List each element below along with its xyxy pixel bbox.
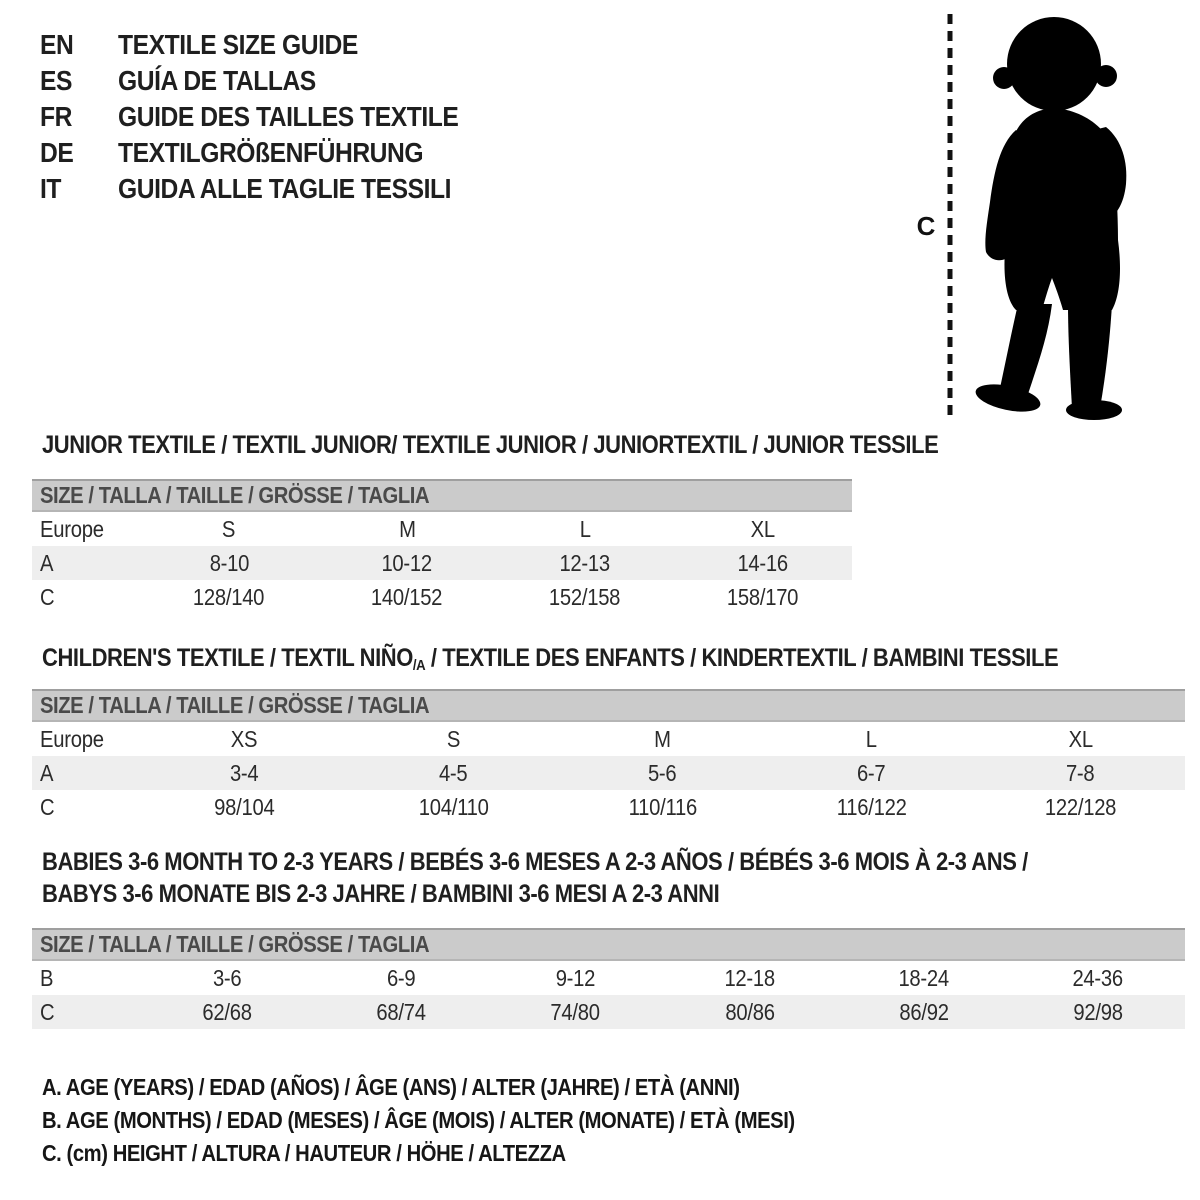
size-header-bar: SIZE / TALLA / TAILLE / GRÖSSE / TAGLIA: [32, 479, 852, 512]
legend-line-age-years: A. AGE (YEARS) / EDAD (AÑOS) / ÂGE (ANS) / ALTER (JAHRE) / ETÀ (ANNI): [42, 1074, 740, 1100]
guide-title-de: TEXTILGRÖßENFÜHRUNG: [118, 137, 424, 168]
measure-legend: [42, 1071, 897, 1170]
size-value: L: [866, 725, 877, 752]
nino-a-subscript: /A: [412, 657, 426, 674]
section-title-babies: BABIES 3-6 MONTH TO 2-3 YEARS / BEBÉS 3-6 MESES A 2-3 AÑOS / BÉBÉS 3-6 MOIS À 2-3 ANS / BABYS 3-6 MONATE BIS 2-3 JAHRE / BAMBINI 3-6 MESI A 2-3 ANNI: [42, 848, 1028, 908]
size-header-bar: SIZE / TALLA / TAILLE / GRÖSSE / TAGLIA: [32, 928, 1185, 961]
row-label: C: [40, 793, 55, 820]
height-value: 74/80: [550, 998, 601, 1025]
size-value: L: [579, 515, 591, 542]
height-value: 158/170: [727, 583, 799, 610]
months-value: 24-36: [1072, 964, 1124, 991]
months-value: 12-18: [724, 964, 775, 991]
row-label: Europe: [40, 725, 104, 752]
section-title-junior: JUNIOR TEXTILE / TEXTIL JUNIOR/ TEXTILE JUNIOR / JUNIORTEXTIL / JUNIOR TESSILE: [42, 431, 939, 459]
table-row-months: [32, 961, 1185, 995]
age-value: 3-4: [230, 759, 259, 786]
height-value: 110/116: [628, 793, 697, 820]
height-value: 80/86: [724, 998, 775, 1025]
lang-code: IT: [40, 173, 62, 204]
size-value: S: [222, 515, 236, 542]
junior-size-table: [32, 479, 852, 614]
height-value: 62/68: [202, 998, 252, 1025]
table-row-age: [32, 546, 852, 580]
height-measure-label: C: [916, 211, 936, 241]
table-row-age: [32, 756, 1185, 790]
age-value: 8-10: [209, 549, 249, 576]
toddler-silhouette-icon: [964, 10, 1142, 422]
row-label: Europe: [40, 515, 104, 542]
lang-row-it: [40, 171, 505, 207]
age-value: 7-8: [1066, 759, 1095, 786]
months-value: 3-6: [212, 964, 242, 991]
height-value: 68/74: [376, 998, 426, 1025]
language-title-list: [40, 27, 505, 207]
children-size-table: [32, 689, 1185, 824]
table-row-europe: [32, 512, 852, 546]
height-value: 92/98: [1073, 998, 1123, 1025]
table-row-height: [32, 995, 1185, 1029]
row-label: A: [40, 549, 54, 576]
height-value: 140/152: [371, 583, 443, 610]
guide-title-it: GUIDA ALLE TAGLIE TESSILI: [118, 173, 452, 204]
size-value: XS: [231, 725, 258, 752]
row-label: C: [40, 583, 55, 610]
row-label: C: [40, 998, 55, 1025]
height-value: 116/122: [836, 793, 907, 820]
legend-line-age-months: B. AGE (MONTHS) / EDAD (MESES) / ÂGE (MOIS) / ALTER (MONATE) / ETÀ (MESI): [42, 1107, 795, 1133]
age-value: 5-6: [648, 759, 677, 786]
size-value: S: [446, 725, 461, 752]
table-row-height: [32, 580, 852, 614]
row-label: A: [40, 759, 54, 786]
section-title-children: CHILDREN'S TEXTILE / TEXTIL NIÑO/A / TEXTILE DES ENFANTS / KINDERTEXTIL / BAMBINI TESSILE: [42, 644, 1059, 674]
guide-title-es: GUÍA DE TALLAS: [118, 65, 316, 96]
lang-row-de: [40, 135, 505, 171]
lang-code: FR: [40, 101, 72, 132]
lang-code: EN: [40, 29, 74, 60]
height-value: 122/128: [1044, 793, 1117, 820]
height-value: 152/158: [549, 583, 621, 610]
age-value: 14-16: [737, 549, 789, 576]
age-value: 6-7: [857, 759, 886, 786]
height-value: 86/92: [899, 998, 949, 1025]
table-row-height: [32, 790, 1185, 824]
size-value: XL: [750, 515, 776, 542]
height-measure-line: [946, 12, 954, 420]
months-value: 18-24: [898, 964, 949, 991]
months-value: 9-12: [555, 964, 596, 991]
table-row-europe: [32, 722, 1185, 756]
row-label: B: [40, 964, 54, 991]
size-value: M: [398, 515, 416, 542]
lang-row-es: [40, 63, 505, 99]
babies-size-table: [32, 928, 1185, 1029]
lang-code: DE: [40, 137, 74, 168]
age-value: 4-5: [439, 759, 468, 786]
size-header-bar: SIZE / TALLA / TAILLE / GRÖSSE / TAGLIA: [32, 689, 1185, 722]
height-value: 104/110: [418, 793, 489, 820]
months-value: 6-9: [387, 964, 416, 991]
lang-code: ES: [40, 65, 72, 96]
height-value: 98/104: [214, 793, 275, 820]
guide-title-fr: GUIDE DES TAILLES TEXTILE: [118, 101, 459, 132]
size-value: M: [654, 725, 671, 752]
height-value: 128/140: [193, 583, 265, 610]
guide-title-en: TEXTILE SIZE GUIDE: [118, 29, 358, 60]
lang-row-en: [40, 27, 505, 63]
size-value: XL: [1068, 725, 1093, 752]
age-value: 10-12: [381, 549, 433, 576]
age-value: 12-13: [559, 549, 611, 576]
legend-line-height: C. (cm) HEIGHT / ALTURA / HAUTEUR / HÖHE / ALTEZZA: [42, 1140, 566, 1166]
lang-row-fr: [40, 99, 505, 135]
